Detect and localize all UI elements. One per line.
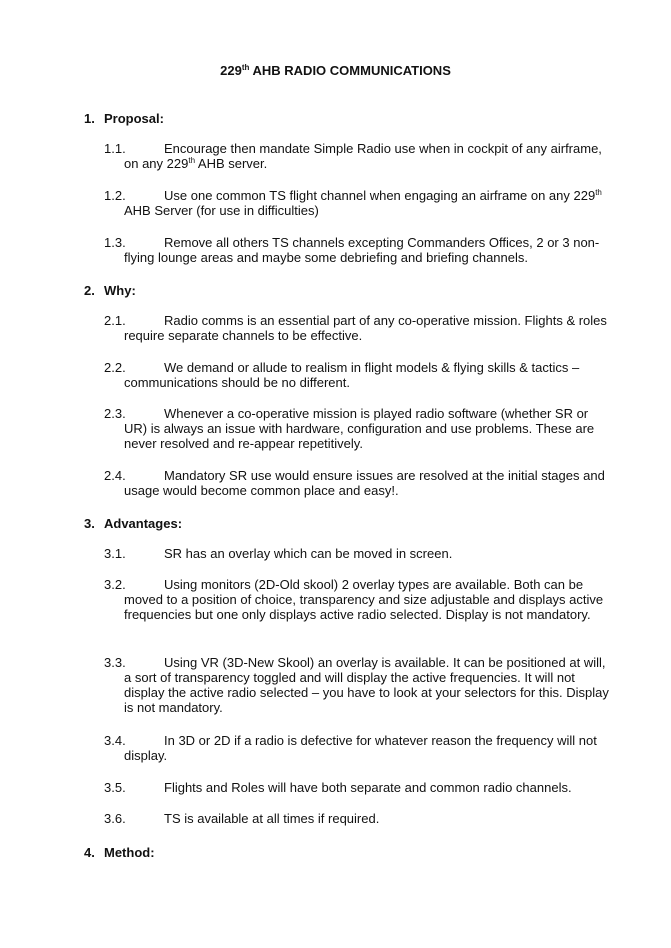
item-text: [104, 811, 614, 826]
ordinal-superscript: th: [595, 188, 602, 197]
list-item: [104, 546, 614, 561]
item-text: [104, 188, 614, 218]
document-title: [0, 63, 671, 78]
title-text: AHB RADIO COMMUNICATIONS: [249, 63, 451, 78]
item-number: 2.2.: [104, 360, 126, 375]
section-number: 4.: [84, 845, 95, 860]
item-number: 2.1.: [104, 313, 126, 328]
list-item: [104, 780, 614, 795]
list-item: [104, 811, 614, 826]
item-text: [104, 577, 614, 622]
item-number: 3.3.: [104, 655, 126, 670]
item-text-main: TS is available at all times if required.: [164, 811, 380, 826]
list-item: [104, 733, 614, 763]
list-item: [104, 577, 614, 622]
item-number: 2.3.: [104, 406, 126, 421]
item-text-main: Whenever a co-operative mission is played radio software (whether SR or UR) is always an issue with hardware, configuration and use problems. These are never resolved and re-appear repetitively.: [124, 406, 595, 451]
section-title: Advantages:: [104, 516, 183, 531]
item-text-main: Remove all others TS channels excepting Commanders Offices, 2 or 3 non-flying lounge areas and maybe some debriefing and briefing channels.: [124, 235, 600, 265]
item-text-main: In 3D or 2D if a radio is defective for whatever reason the frequency will not display.: [124, 733, 597, 763]
section-heading: [84, 845, 155, 860]
item-text-tail: AHB Server (for use in difficulties): [124, 203, 319, 218]
item-number: 3.5.: [104, 780, 126, 795]
title-number: 229: [220, 63, 242, 78]
section-number: 1.: [84, 111, 95, 126]
item-number: 1.1.: [104, 141, 126, 156]
item-text: [104, 406, 614, 451]
item-text: [104, 360, 614, 390]
item-text: [104, 655, 614, 715]
section-heading: [84, 516, 182, 531]
section-number: 3.: [84, 516, 95, 531]
item-text-main: Use one common TS flight channel when engaging an airframe on any 229: [164, 188, 596, 203]
list-item: [104, 468, 614, 498]
list-item: [104, 188, 614, 218]
item-number: 1.2.: [104, 188, 126, 203]
item-number: 3.2.: [104, 577, 126, 592]
item-text-main: Using VR (3D-New Skool) an overlay is available. It can be positioned at will, a sort of transparency toggled and will display the active frequencies. It will not display the active radio selected – you have to look at your selectors for this. Display is not mandatory.: [124, 655, 609, 715]
item-number: 1.3.: [104, 235, 126, 250]
item-text: [104, 235, 614, 265]
item-number: 2.4.: [104, 468, 126, 483]
item-text-main: Encourage then mandate Simple Radio use when in cockpit of any airframe, on any 229: [124, 141, 602, 171]
item-text-main: Radio comms is an essential part of any co-operative mission. Flights & roles require separate channels to be effective.: [124, 313, 607, 343]
list-item: [104, 655, 614, 715]
section-title: Proposal:: [104, 111, 164, 126]
list-item: [104, 141, 614, 171]
item-text-main: Mandatory SR use would ensure issues are resolved at the initial stages and usage would become common place and easy!.: [124, 468, 605, 498]
item-text: [104, 546, 614, 561]
list-item: [104, 406, 614, 451]
section-heading: [84, 111, 164, 126]
item-text: [104, 141, 614, 171]
list-item: [104, 235, 614, 265]
item-text-main: SR has an overlay which can be moved in screen.: [164, 546, 453, 561]
item-text-main: We demand or allude to realism in flight models & flying skills & tactics – communications should be no different.: [124, 360, 580, 390]
item-text-main: Using monitors (2D-Old skool) 2 overlay types are available. Both can be moved to a position of choice, transparency and size adjustable and displays active frequencies but one only displays active radio selected. Display is not mandatory.: [124, 577, 604, 622]
section-number: 2.: [84, 283, 95, 298]
item-number: 3.6.: [104, 811, 126, 826]
item-text: [104, 733, 614, 763]
item-text-tail: AHB server.: [195, 156, 268, 171]
item-text-main: Flights and Roles will have both separate and common radio channels.: [164, 780, 572, 795]
item-number: 3.4.: [104, 733, 126, 748]
section-title: Why:: [104, 283, 136, 298]
ordinal-superscript: th: [188, 156, 196, 165]
item-text: [104, 780, 614, 795]
title-superscript: th: [241, 63, 250, 72]
item-text: [104, 313, 614, 343]
item-number: 3.1.: [104, 546, 126, 561]
item-text: [104, 468, 614, 498]
section-heading: [84, 283, 136, 298]
section-title: Method:: [104, 845, 155, 860]
list-item: [104, 313, 614, 343]
list-item: [104, 360, 614, 390]
